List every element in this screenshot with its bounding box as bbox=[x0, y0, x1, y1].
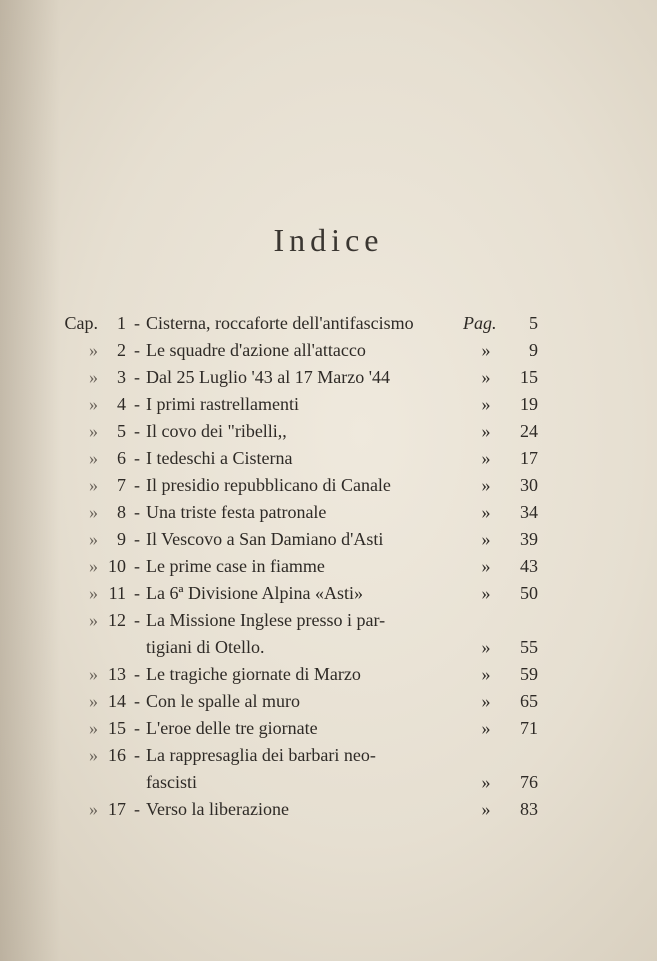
chapter-number: 17 bbox=[108, 799, 126, 819]
separator-dash: - bbox=[134, 340, 140, 360]
entry-prefix: » bbox=[89, 664, 98, 684]
chapter-number: 3 bbox=[117, 367, 126, 387]
page-marker: » bbox=[481, 664, 491, 684]
entry-prefix: » bbox=[89, 367, 98, 387]
page-marker: » bbox=[481, 340, 491, 360]
page-marker: » bbox=[481, 367, 491, 387]
page-number: 55 bbox=[520, 637, 538, 657]
separator-dash: - bbox=[134, 367, 140, 387]
entry-prefix: » bbox=[89, 718, 98, 738]
entry-prefix: » bbox=[89, 475, 98, 495]
separator-dash: - bbox=[134, 313, 140, 333]
separator-dash: - bbox=[134, 610, 140, 630]
chapter-title: I primi rastrellamenti bbox=[146, 394, 299, 414]
toc-entry bbox=[0, 310, 657, 337]
chapter-title: L'eroe delle tre giornate bbox=[146, 718, 318, 738]
page-marker: » bbox=[481, 637, 491, 657]
page-number: 17 bbox=[520, 448, 538, 468]
entry-prefix: » bbox=[89, 583, 98, 603]
entry-prefix: » bbox=[89, 799, 98, 819]
toc-entry bbox=[0, 445, 657, 472]
page-number: 24 bbox=[520, 421, 538, 441]
page-marker: » bbox=[481, 718, 491, 738]
page-marker: » bbox=[481, 583, 491, 603]
chapter-number: 4 bbox=[117, 394, 126, 414]
page-number: 71 bbox=[520, 718, 538, 738]
separator-dash: - bbox=[134, 745, 140, 765]
page-marker: » bbox=[481, 475, 491, 495]
page-marker: » bbox=[481, 502, 491, 522]
entry-prefix: » bbox=[89, 448, 98, 468]
toc-entry bbox=[0, 472, 657, 499]
chapter-title: Cisterna, roccaforte dell'antifascismo bbox=[146, 313, 414, 333]
toc-entry bbox=[0, 715, 657, 742]
chapter-number: 12 bbox=[108, 610, 126, 630]
toc-entry-continuation bbox=[0, 634, 657, 661]
chapter-number: 14 bbox=[108, 691, 126, 711]
chapter-number: 8 bbox=[117, 502, 126, 522]
page-marker: » bbox=[481, 529, 491, 549]
page-number: 5 bbox=[529, 313, 538, 333]
chapter-number: 10 bbox=[108, 556, 126, 576]
toc-entry bbox=[0, 391, 657, 418]
entry-prefix: » bbox=[89, 502, 98, 522]
toc-entry bbox=[0, 418, 657, 445]
page-number: 34 bbox=[520, 502, 538, 522]
chapter-number: 6 bbox=[117, 448, 126, 468]
page-marker: » bbox=[481, 691, 491, 711]
chapter-title: Una triste festa patronale bbox=[146, 502, 327, 522]
toc-entry bbox=[0, 364, 657, 391]
entry-prefix: » bbox=[89, 529, 98, 549]
chapter-title: Con le spalle al muro bbox=[146, 691, 300, 711]
chapter-title: Dal 25 Luglio '43 al 17 Marzo '44 bbox=[146, 367, 390, 387]
chapter-number: 16 bbox=[108, 745, 126, 765]
separator-dash: - bbox=[134, 394, 140, 414]
entry-prefix: » bbox=[89, 745, 98, 765]
entry-prefix: » bbox=[89, 340, 98, 360]
separator-dash: - bbox=[134, 421, 140, 441]
page-marker: » bbox=[481, 772, 491, 792]
entry-prefix: Cap. bbox=[64, 313, 98, 333]
chapter-number: 11 bbox=[108, 583, 126, 603]
toc-entry bbox=[0, 688, 657, 715]
toc-entry bbox=[0, 661, 657, 688]
toc-entry bbox=[0, 526, 657, 553]
separator-dash: - bbox=[134, 475, 140, 495]
toc-entry bbox=[0, 742, 657, 769]
separator-dash: - bbox=[134, 502, 140, 522]
page-marker: » bbox=[481, 556, 491, 576]
page-number: 43 bbox=[520, 556, 538, 576]
chapter-number: 9 bbox=[117, 529, 126, 549]
page-number: 65 bbox=[520, 691, 538, 711]
entry-prefix: » bbox=[89, 691, 98, 711]
separator-dash: - bbox=[134, 799, 140, 819]
separator-dash: - bbox=[134, 691, 140, 711]
chapter-title: Le squadre d'azione all'attacco bbox=[146, 340, 366, 360]
chapter-number: 5 bbox=[117, 421, 126, 441]
toc-entry bbox=[0, 580, 657, 607]
toc-entry bbox=[0, 499, 657, 526]
chapter-title: Le prime case in fiamme bbox=[146, 556, 325, 576]
toc-entry bbox=[0, 796, 657, 823]
chapter-number: 7 bbox=[117, 475, 126, 495]
page-number: 19 bbox=[520, 394, 538, 414]
separator-dash: - bbox=[134, 529, 140, 549]
page-marker: » bbox=[481, 799, 491, 819]
separator-dash: - bbox=[134, 448, 140, 468]
entry-prefix: » bbox=[89, 394, 98, 414]
page-title: Indice bbox=[273, 222, 384, 258]
chapter-title: La Missione Inglese presso i par- bbox=[146, 610, 386, 630]
entry-prefix: » bbox=[89, 556, 98, 576]
chapter-number: 13 bbox=[108, 664, 126, 684]
chapter-title: fascisti bbox=[146, 772, 197, 792]
separator-dash: - bbox=[134, 556, 140, 576]
entry-prefix: » bbox=[89, 610, 98, 630]
page-number: 50 bbox=[520, 583, 538, 603]
chapter-title: Il covo dei "ribelli,, bbox=[146, 421, 287, 441]
chapter-number: 1 bbox=[117, 313, 126, 333]
separator-dash: - bbox=[134, 583, 140, 603]
chapter-title: Le tragiche giornate di Marzo bbox=[146, 664, 361, 684]
page-number: 9 bbox=[529, 340, 538, 360]
page-number: 76 bbox=[520, 772, 538, 792]
page-number: 30 bbox=[520, 475, 538, 495]
page-number: 83 bbox=[520, 799, 538, 819]
page-number: 39 bbox=[520, 529, 538, 549]
chapter-number: 2 bbox=[117, 340, 126, 360]
page-marker: » bbox=[481, 448, 491, 468]
chapter-title: Verso la liberazione bbox=[146, 799, 289, 819]
chapter-title: Il Vescovo a San Damiano d'Asti bbox=[146, 529, 384, 549]
page-number: 59 bbox=[520, 664, 538, 684]
toc-entry bbox=[0, 607, 657, 634]
page-marker: » bbox=[481, 394, 491, 414]
entry-prefix: » bbox=[89, 421, 98, 441]
page-number: 15 bbox=[520, 367, 538, 387]
chapter-title: Il presidio repubblicano di Canale bbox=[146, 475, 391, 495]
page-marker: Pag. bbox=[463, 313, 497, 333]
chapter-title: I tedeschi a Cisterna bbox=[146, 448, 293, 468]
toc-entry bbox=[0, 553, 657, 580]
toc-entry-continuation bbox=[0, 769, 657, 796]
chapter-title: La rappresaglia dei barbari neo- bbox=[146, 745, 376, 765]
separator-dash: - bbox=[134, 664, 140, 684]
separator-dash: - bbox=[134, 718, 140, 738]
chapter-number: 15 bbox=[108, 718, 126, 738]
toc-entry bbox=[0, 337, 657, 364]
chapter-title: La 6ª Divisione Alpina «Asti» bbox=[146, 583, 363, 603]
page-marker: » bbox=[481, 421, 491, 441]
chapter-title: tigiani di Otello. bbox=[146, 637, 265, 657]
